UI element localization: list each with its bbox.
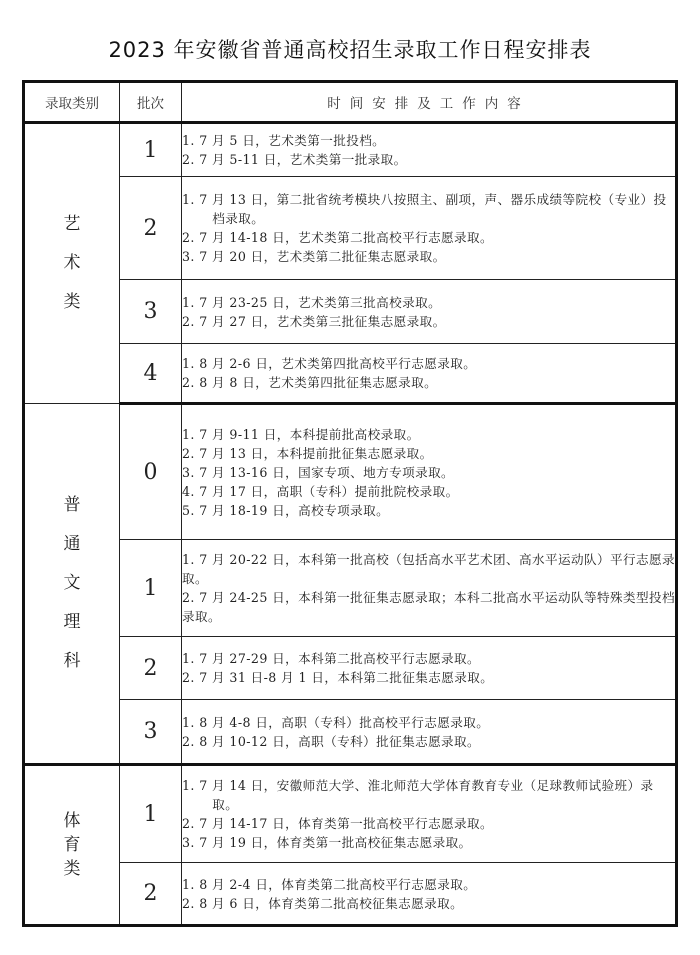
document-title: 2023 年安徽省普通高校招生录取工作日程安排表 — [108, 38, 592, 62]
content-cell — [182, 177, 677, 280]
schedule-item: 2. 7 月 24-25 日，本科第一批征集志愿录取；本科二批高水平运动队等特殊类型投档录取。 — [182, 590, 675, 624]
content-cell — [182, 404, 677, 540]
schedule-item: 2. 7 月 14-18 日，艺术类第二批高校平行志愿录取。 — [182, 230, 494, 245]
table-row — [24, 700, 677, 765]
schedule-item: 1. 7 月 5 日，艺术类第一批投档。 — [182, 133, 386, 148]
schedule-item: 2. 8 月 10-12 日，高职（专科）批征集志愿录取。 — [182, 733, 481, 749]
table-row — [24, 280, 677, 344]
content-cell — [182, 863, 677, 926]
batch-cell: 1 — [120, 540, 182, 637]
header-batch: 批次 — [120, 82, 182, 123]
schedule-item: 4. 7 月 17 日，高职（专科）提前批院校录取。 — [182, 483, 459, 499]
schedule-item: 3. 7 月 19 日，体育类第一批高校征集志愿录取。 — [182, 835, 472, 850]
schedule-item: 1. 7 月 27-29 日，本科第二批高校平行志愿录取。 — [182, 651, 481, 666]
table-row — [24, 404, 677, 540]
schedule-item: 1. 8 月 2-4 日，体育类第二批高校平行志愿录取。 — [182, 876, 477, 892]
content-cell — [182, 637, 677, 700]
header-category: 录取类别 — [24, 82, 120, 123]
schedule-item: 1. 7 月 20-22 日，本科第一批高校（包括高水平艺术团、高水平运动队）平行志愿录取。 — [182, 552, 675, 586]
schedule-item: 3. 7 月 13-16 日，国家专项、地方专项录取。 — [182, 464, 455, 480]
batch-cell: 1 — [120, 765, 182, 863]
category-cell-art: 艺术类 — [24, 123, 120, 404]
schedule-item: 1. 8 月 2-6 日，艺术类第四批高校平行志愿录取。 — [182, 356, 477, 371]
schedule-item: 1. 7 月 9-11 日，本科提前批高校录取。 — [182, 426, 420, 442]
batch-cell: 0 — [120, 404, 182, 540]
table-row — [24, 344, 677, 404]
content-cell — [182, 123, 677, 177]
schedule-item: 3. 7 月 20 日，艺术类第二批征集志愿录取。 — [182, 249, 446, 264]
table-header-row — [24, 82, 677, 123]
batch-cell: 4 — [120, 344, 182, 404]
table-row — [24, 863, 677, 926]
batch-cell: 2 — [120, 637, 182, 700]
schedule-item: 5. 7 月 18-19 日，高校专项录取。 — [182, 502, 390, 518]
schedule-table — [22, 80, 678, 927]
schedule-item: 2. 7 月 14-17 日，体育类第一批高校平行志愿录取。 — [182, 816, 494, 831]
table-row — [24, 177, 677, 280]
table-row — [24, 765, 677, 863]
batch-cell: 2 — [120, 177, 182, 280]
schedule-item: 2. 7 月 31 日-8 月 1 日，本科第二批征集志愿录取。 — [182, 670, 494, 685]
schedule-item: 2. 8 月 6 日，体育类第二批高校征集志愿录取。 — [182, 895, 464, 911]
header-content: 时间安排及工作内容 — [182, 82, 677, 123]
schedule-item: 1. 7 月 23-25 日，艺术类第三批高校录取。 — [182, 294, 442, 310]
table-row — [24, 123, 677, 177]
content-cell — [182, 344, 677, 404]
batch-cell: 1 — [120, 123, 182, 177]
content-cell — [182, 700, 677, 765]
schedule-item: 1. 7 月 13 日，第二批省统考模块八按照主、副项，声、器乐成绩等院校（专业）投档录取。 — [182, 192, 667, 226]
content-cell — [182, 540, 677, 637]
batch-cell: 3 — [120, 280, 182, 344]
batch-cell: 3 — [120, 700, 182, 765]
schedule-item: 1. 8 月 4-8 日，高职（专科）批高校平行志愿录取。 — [182, 714, 490, 730]
category-cell-general: 普通文理科 — [24, 404, 120, 765]
schedule-item: 2. 7 月 13 日，本科提前批征集志愿录取。 — [182, 445, 433, 461]
table-row — [24, 637, 677, 700]
content-cell — [182, 765, 677, 863]
schedule-item: 2. 7 月 5-11 日，艺术类第一批录取。 — [182, 152, 407, 167]
schedule-item: 2. 8 月 8 日，艺术类第四批征集志愿录取。 — [182, 375, 438, 390]
schedule-item: 2. 7 月 27 日，艺术类第三批征集志愿录取。 — [182, 313, 446, 329]
table-row — [24, 540, 677, 637]
batch-cell: 2 — [120, 863, 182, 926]
content-cell — [182, 280, 677, 344]
schedule-item: 1. 7 月 14 日，安徽师范大学、淮北师范大学体育教育专业（足球教师试验班）录取。 — [182, 778, 654, 812]
category-cell-sports: 体育类 — [24, 765, 120, 926]
